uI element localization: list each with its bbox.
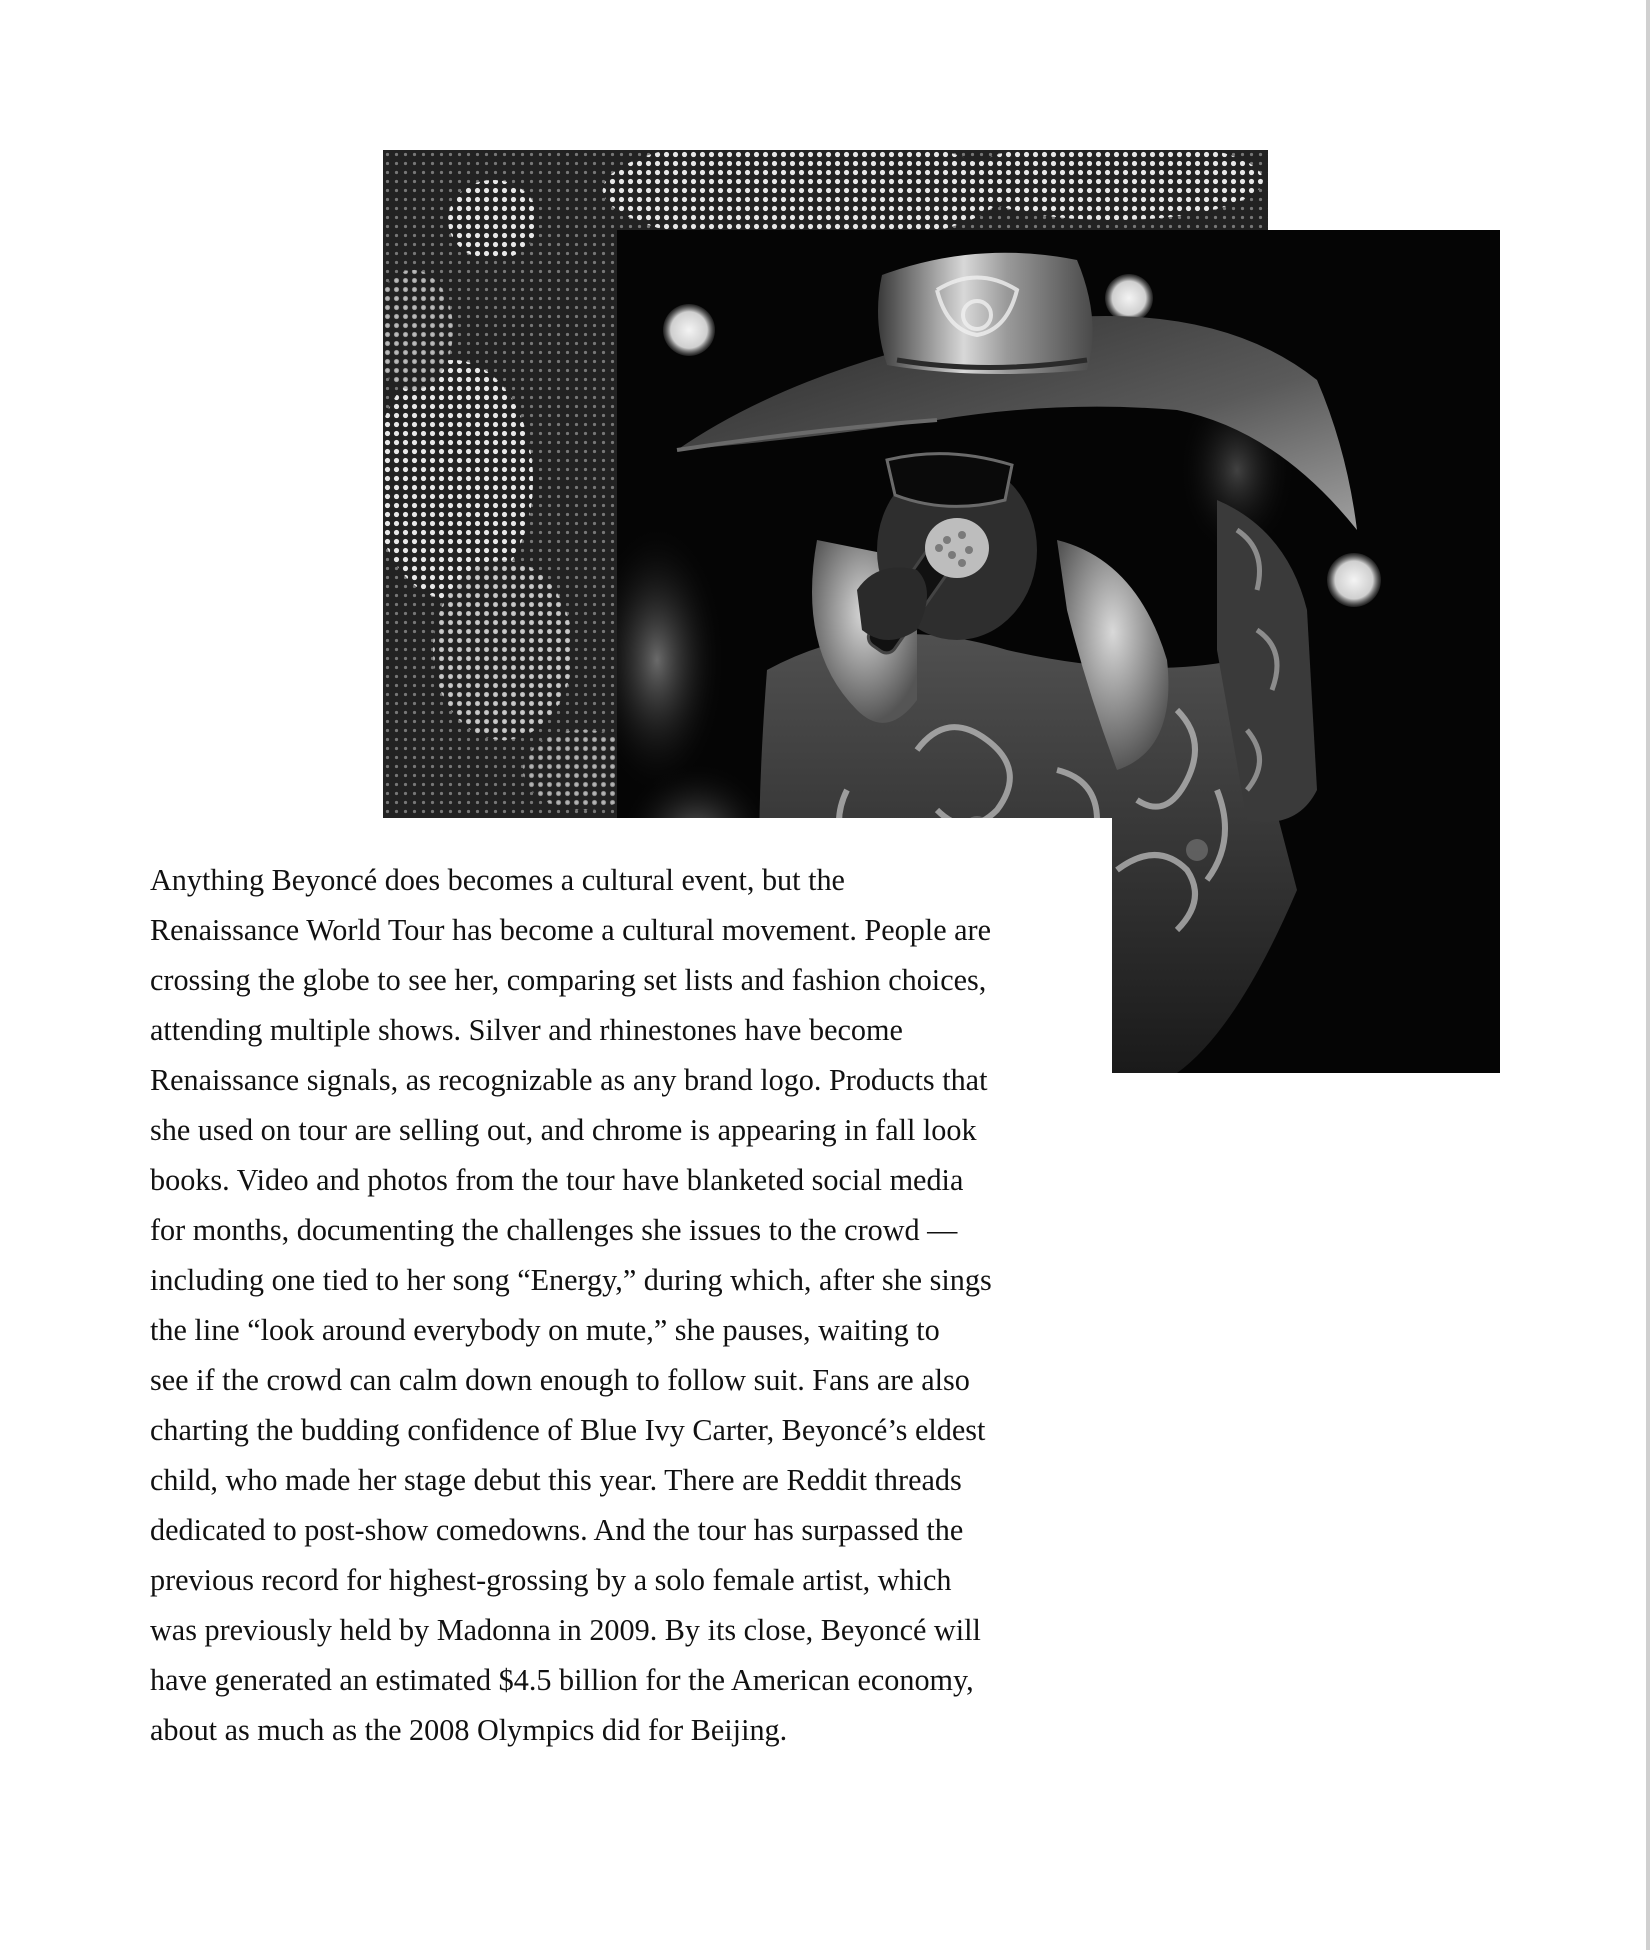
page-edge-divider <box>1646 0 1650 1950</box>
article-paragraph: Anything Beyoncé does becomes a cultural event, but the Renaissance World Tour has become a cultural movement. People are crossing the globe to see her, comparing set lists and fashion choices, attending multiple shows. Silver and rhinestones have become Renaissance signals, as recognizable as any brand logo. Products that she used on tour are selling out, and chrome is appearing in fall look books. Video and photos from the tour have blanketed social media for months, documenting the challenges she issues to the crowd — including one tied to her song “Energy,” during which, after she sings the line “look around everybody on mute,” she pauses, waiting to see if the crowd can calm down enough to follow suit. Fans are also charting the budding confidence of Blue Ivy Carter, Beyoncé’s eldest child, who made her stage debut this year. There are Reddit threads dedicated to post-show comedowns. And the tour has surpassed the previous record for highest-grossing by a solo female artist, which was previously held by Madonna in 2009. By its close, Beyoncé will have generated an estimated $4.5 billion for the American economy, about as much as the 2008 Olympics did for Beijing. <box>150 863 992 1747</box>
